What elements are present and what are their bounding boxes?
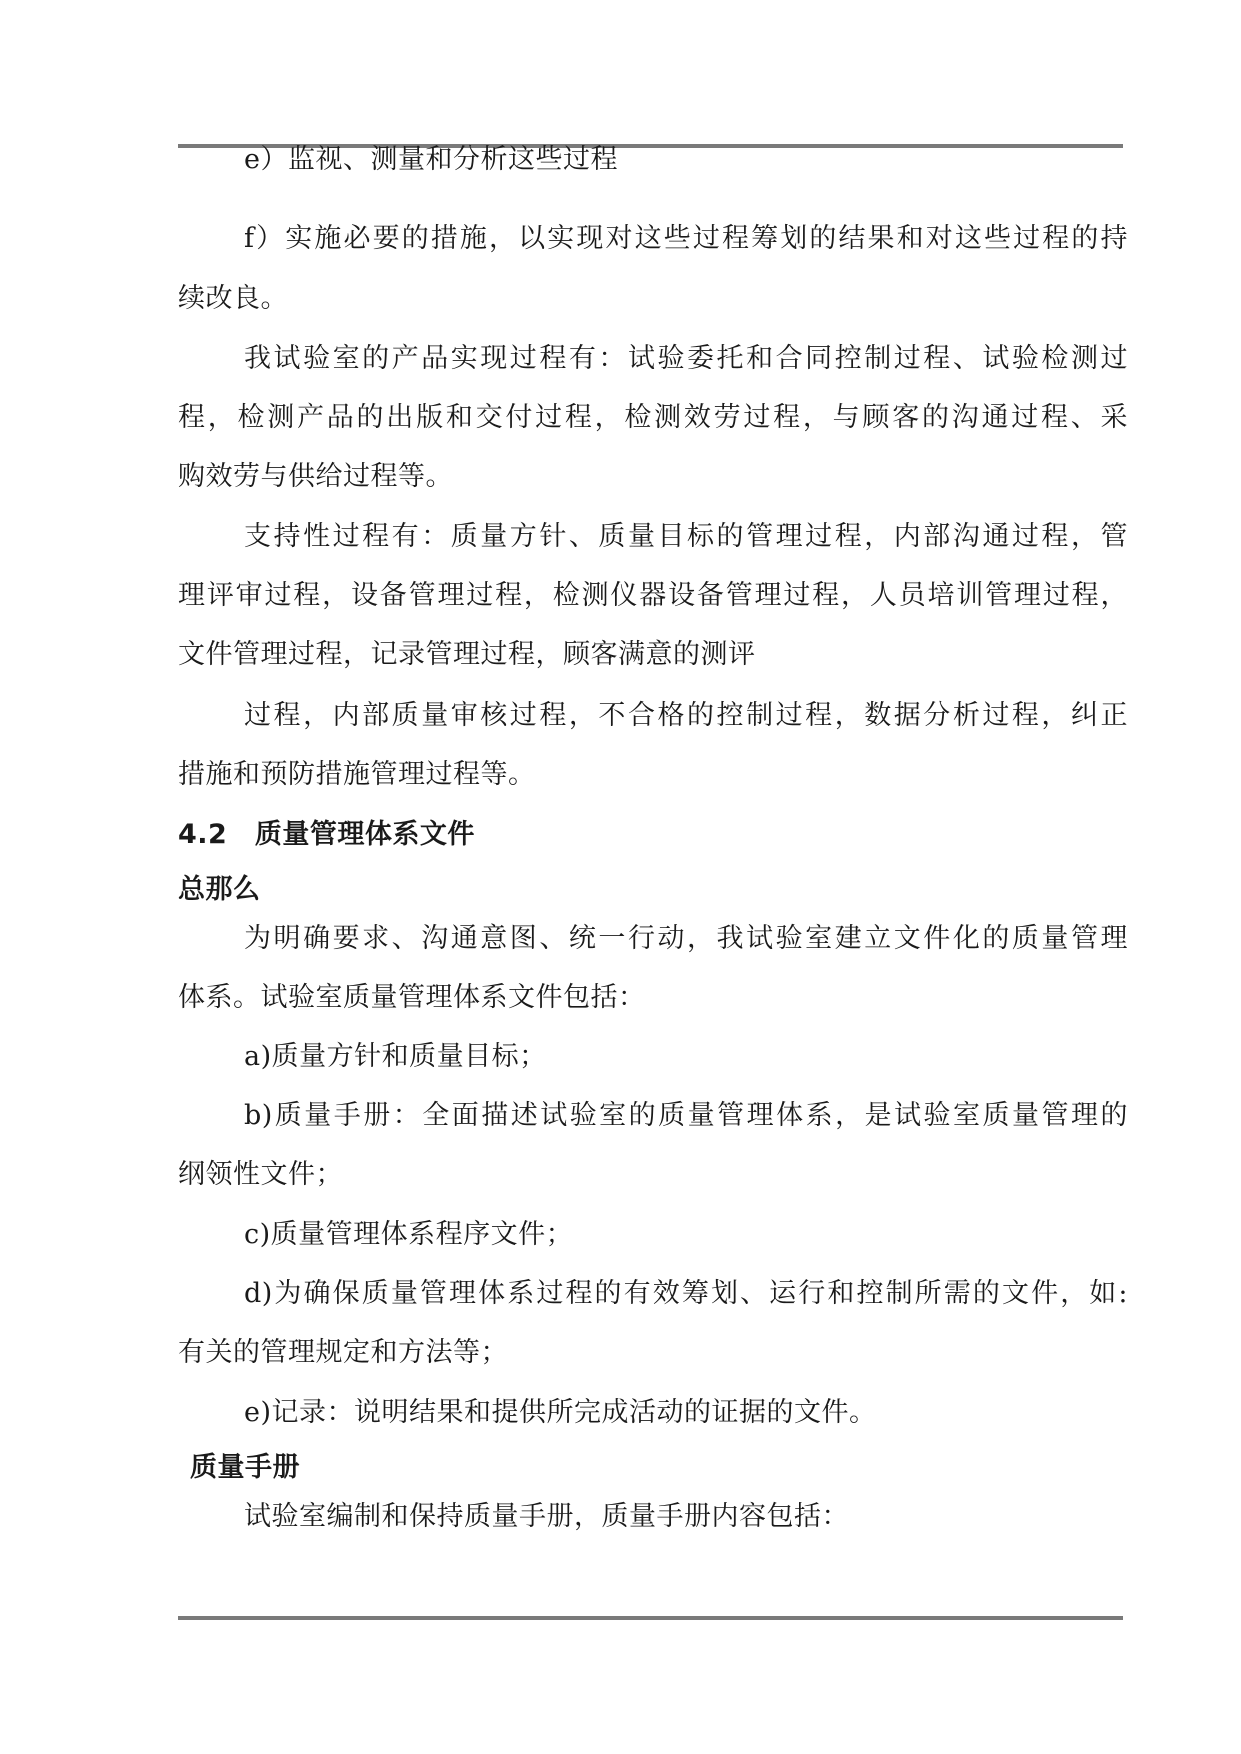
paragraph-line: 试验室编制和保持质量手册，质量手册内容包括： — [244, 1501, 849, 1532]
paragraph-line: 我试验室的产品实现过程有：试验委托和合同控制过程、试验检测过 — [244, 343, 1128, 374]
list-item-e: e）监视、测量和分析这些过程 — [244, 144, 618, 175]
paragraph-line: 纲领性文件； — [178, 1159, 343, 1190]
list-item-e-record: e)记录：说明结果和提供所完成活动的证据的文件。 — [244, 1397, 877, 1428]
paragraph-line: 过程，内部质量审核过程，不合格的控制过程，数据分析过程，纠正 — [244, 700, 1128, 731]
section-heading: 4.2 质量管理体系文件 — [178, 819, 475, 850]
paragraph-line: 购效劳与供给过程等。 — [178, 461, 453, 492]
list-item-a: a)质量方针和质量目标； — [244, 1041, 547, 1072]
list-item-c: c)质量管理体系程序文件； — [244, 1219, 574, 1250]
paragraph-line: 程，检测产品的出版和交付过程，检测效劳过程，与顾客的沟通过程、采 — [178, 402, 1128, 433]
paragraph-line: 理评审过程，设备管理过程，检测仪器设备管理过程，人员培训管理过程， — [178, 580, 1128, 611]
footer-rule — [178, 1616, 1123, 1620]
paragraph-line: 有关的管理规定和方法等； — [178, 1337, 508, 1368]
list-item-f: f）实施必要的措施，以实现对这些过程筹划的结果和对这些过程的持 — [244, 223, 1128, 254]
subsection-heading: 总那么 — [178, 874, 261, 905]
list-item-d: d)为确保质量管理体系过程的有效筹划、运行和控制所需的文件，如: — [244, 1278, 1128, 1309]
paragraph-line: 支持性过程有：质量方针、质量目标的管理过程，内部沟通过程，管 — [244, 521, 1128, 552]
paragraph-line: 体系。试验室质量管理体系文件包括： — [178, 982, 646, 1013]
paragraph-line: 措施和预防措施管理过程等。 — [178, 759, 536, 790]
paragraph-line: 续改良。 — [178, 283, 288, 314]
subsection-heading: 质量手册 — [190, 1452, 300, 1483]
paragraph-line: 为明确要求、沟通意图、统一行动，我试验室建立文件化的质量管理 — [244, 923, 1128, 954]
paragraph-line: 文件管理过程，记录管理过程，顾客满意的测评 — [178, 639, 756, 670]
list-item-b: b)质量手册：全面描述试验室的质量管理体系，是试验室质量管理的 — [244, 1100, 1128, 1131]
